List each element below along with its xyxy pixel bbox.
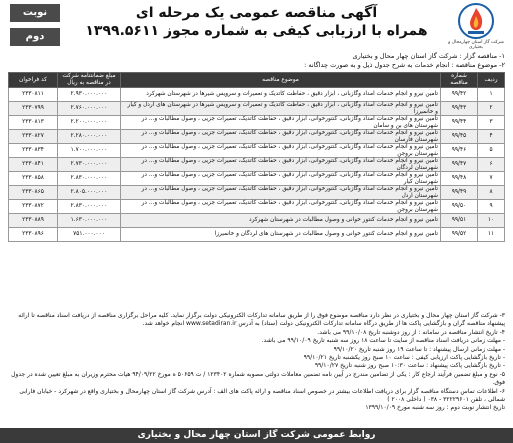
intro-line-1: ۱- مناقصه گزار : شرکت گاز استان چهار محال و بختیاری bbox=[352, 52, 505, 60]
company-logo bbox=[445, 2, 507, 50]
cell-number: ۹۹/۴۲ bbox=[441, 88, 478, 102]
cell-deposit: ۲.۷۶۰.۰۰۰.۰۰۰ bbox=[58, 102, 121, 116]
cell-subject: تامین نیرو و انجام خدمات امداد وگازبانی ، ابزار دقیق ، حفاظت کاتدیک و تعمیرات و سرویس شیرها در شهرستان های اردل و کیار و خانمیرزا bbox=[121, 102, 441, 116]
cell-code: ۲۳۳۰۸۱۱ bbox=[9, 88, 58, 102]
cell-subject: تامین نیرو و انجام خدمات امداد وگازبانی، کنتورخوانی، ابزار دقیق ، حفاظت کاتدیک، تعمیرات جزیی ، وصول مطالبات و... در شهرستان کیار bbox=[121, 172, 441, 186]
intro bbox=[8, 52, 505, 70]
cell-code: ۲۳۳۰۷۹۹ bbox=[9, 102, 58, 116]
cell-subject: تامین نیرو و انجام خدمات کنتور خوانی و وصول مطالبات در شهرستان های لردگان و خانمیرزا bbox=[121, 228, 441, 242]
title-line-2: همراه با ارزیابی کیفی به شماره مجوز ۱۳۹۹.۵۶۱۱ bbox=[85, 23, 428, 39]
table-body bbox=[9, 88, 505, 242]
cell-row: ۸ bbox=[478, 186, 505, 200]
cell-deposit: ۲.۸۳۰.۰۰۰.۰۰۰ bbox=[58, 200, 121, 214]
cell-deposit: ۲.۲۸۰.۰۰۰.۰۰۰ bbox=[58, 130, 121, 144]
cell-code: ۲۳۳۰۸۸۹ bbox=[9, 214, 58, 228]
col-header-deposit: مبلغ ضمانتنامه شرکت در مناقصه به ریال bbox=[58, 73, 121, 88]
col-header-row: ردیف bbox=[478, 73, 505, 88]
intro-line-2: ۲- موضوع مناقصه : انجام خدمات به شرح جدول ذیل و به صورت چداگانه : bbox=[304, 61, 505, 69]
table-row bbox=[9, 228, 505, 242]
cell-deposit: ۲.۹۳۰.۰۰۰.۰۰۰ bbox=[58, 88, 121, 102]
cell-code: ۲۳۳۰۸۲۷ bbox=[9, 130, 58, 144]
cell-code: ۲۳۳۰۸۱۳ bbox=[9, 116, 58, 130]
cell-code: ۲۳۳۰۸۶۵ bbox=[9, 186, 58, 200]
cell-subject: تامین نیرو و انجام خدمات امداد وگازبانی، کنتورخوانی، ابزار دقیق ، حفاظت کاتدیک، تعمیرات جزیی ، وصول مطالبات و... در شهرستان فارسان bbox=[121, 130, 441, 144]
col-header-subject: موضوع مناقصه bbox=[121, 73, 441, 88]
cell-number: ۹۹/۵۱ bbox=[441, 214, 478, 228]
cell-number: ۹۹/۴۳ bbox=[441, 102, 478, 116]
gas-flame-icon bbox=[457, 2, 495, 40]
cell-number: ۹۹/۵۲ bbox=[441, 228, 478, 242]
table-row bbox=[9, 144, 505, 158]
note-line: تاریخ انتشار نوبت دوم : روز سه شنبه مورخ ۱۳۹۹/۱۰/۰۹ bbox=[365, 404, 505, 412]
cell-subject: تامین نیرو و انجام خدمات امداد وگازبانی ، ابزار دقیق ، حفاظت کاتدیک و تعمیرات و سرویس شیرها در شهرستان شهرکرد bbox=[121, 88, 441, 102]
cell-deposit: ۱.۷۰۰.۰۰۰.۰۰۰ bbox=[58, 144, 121, 158]
note-line: ۳- شرکت گاز استان چهار محال و بختیاری در نظر دارد مناقصه موضوع فوق را از طریق سامانه تدارکات الکترونیکی دولت برگزار نماید. کلیه مراحل برگزاری مناقصه از دریافت اسناد مناقصه تا ارائه پیشنهاد مناقصه گران و بازگشایی پاکت ها از طریق درگاه سامانه تدارکات الکترونیکی دولت (ستاد) به آدرس www.setadiran.ir انجام خواهد شد. bbox=[18, 312, 505, 328]
cell-row: ۶ bbox=[478, 158, 505, 172]
cell-subject: تامین نیرو و انجام خدمات کنتور خوانی و وصول مطالبات در شهرستان شهرکرد bbox=[121, 214, 441, 228]
note-line: ۴- تاریخ انتشار مناقصه در سامانه : از روز دوشنبه تاریخ ۹۹/۱۰/۰۸ می باشد. bbox=[317, 328, 505, 336]
cell-number: ۹۹/۴۸ bbox=[441, 172, 478, 186]
cell-number: ۹۹/۴۵ bbox=[441, 130, 478, 144]
cell-deposit: ۲.۸۳۰.۰۰۰.۰۰۰ bbox=[58, 172, 121, 186]
cell-subject: تامین نیرو و انجام خدمات امداد وگازبانی، کنتورخوانی، ابزار دقیق ، حفاظت کاتدیک، تعمیرات جزیی ، وصول مطالبات و... در شهرستان لردگان bbox=[121, 158, 441, 172]
table-row bbox=[9, 172, 505, 186]
cell-code: ۲۳۳۰۸۵۸ bbox=[9, 172, 58, 186]
note-line: - تاریخ بازگشایی پاکت ارزیابی کیفی : ساعت ۱۰ صبح روز یکشنبه تاریخ ۹۹/۱۰/۲۱ bbox=[303, 354, 505, 362]
cell-subject: تامین نیرو و انجام خدمات امداد وگازبانی، کنتورخوانی، ابزار دقیق ، حفاظت کاتدیک، تعمیرات جزیی ، وصول مطالبات و... در شهرستان اردل bbox=[121, 186, 441, 200]
col-header-number: شماره مناقصه bbox=[441, 73, 478, 88]
cell-deposit: ۲.۸۰۵.۰۰۰.۰۰۰ bbox=[58, 186, 121, 200]
cell-code: ۲۳۳۰۸۷۲ bbox=[9, 200, 58, 214]
table-row bbox=[9, 158, 505, 172]
note-line: ۵- نوع و مبلغ تضمین فرآیند ارجاع کار : یکی از تضامین مندرج در آیین نامه تضمین معاملات دولتی مصوبه شماره ۱۲۳۴۰۲ / ت ۵۰۶۵۹ ه مورخ ۹۴/۰۹/۲۲ هیات محترم وزیران به مبلغ تعیین شده در جدول فوق. bbox=[11, 370, 505, 387]
note-line: - تاریخ بازگشایی پاکت پیشنهاد : ساعت ۱۰:۳۰ صبح روز شنبه تاریخ ۹۹/۱۰/۲۷ bbox=[314, 362, 505, 370]
table-row bbox=[9, 186, 505, 200]
round-badge-value: دوم bbox=[10, 28, 60, 46]
table-row bbox=[9, 88, 505, 102]
round-badge-label: نوبت bbox=[10, 4, 60, 22]
table-row bbox=[9, 200, 505, 214]
note-line: - مهلت زمانی ارسال پیشنهاد : تا ساعت ۱۹ روز شنبه تاریخ ۹۹/۱۰/۲۰ bbox=[333, 345, 505, 353]
logo-text: شرکت گاز استان چهارمحال و بختیاری bbox=[448, 40, 504, 50]
cell-deposit: ۲.۷۳۰.۰۰۰.۰۰۰ bbox=[58, 158, 121, 172]
note-line: - مهلت زمانی دریافت اسناد مناقصه از سایت تا ساعت ۱۸ روز سه شنبه تاریخ ۹۹/۱۰/۰۹ می باشد. bbox=[261, 337, 505, 345]
cell-deposit: ۷۵۱.۰۰۰.۰۰۰ bbox=[58, 228, 121, 242]
title-box bbox=[74, 4, 439, 40]
cell-number: ۹۹/۴۹ bbox=[441, 186, 478, 200]
table-header-row bbox=[9, 73, 505, 88]
cell-code: ۲۳۳۰۸۳۴ bbox=[9, 144, 58, 158]
cell-code: ۲۳۳۰۸۴۱ bbox=[9, 158, 58, 172]
table-row bbox=[9, 130, 505, 144]
table-row bbox=[9, 116, 505, 130]
header bbox=[4, 2, 509, 50]
cell-number: ۹۹/۴۴ bbox=[441, 116, 478, 130]
table-row bbox=[9, 214, 505, 228]
note-line: ۶- اطلاعات تماس دستگاه مناقصه گزار برای دریافت اطلاعات بیشتر در خصوص اسناد مناقصه و ارائه پاکت های الف : آدرس شرکت گاز استان چهارمحال و بختیاری واقع در شهرکرد - خیابان فارابی شمالی ، تلفن ۳۲۲۲۹۶۰۱ - ۰۳۸ ( داخلی ۲۰۰۸ ) bbox=[19, 387, 505, 404]
cell-code: ۲۳۳۰۸۹۶ bbox=[9, 228, 58, 242]
cell-row: ۵ bbox=[478, 144, 505, 158]
cell-row: ۱۱ bbox=[478, 228, 505, 242]
cell-number: ۹۹/۴۶ bbox=[441, 144, 478, 158]
cell-row: ۱۰ bbox=[478, 214, 505, 228]
title-line-1: آگهی مناقصه عمومی یک مرحله ای bbox=[135, 5, 378, 21]
cell-deposit: ۱.۶۳۰.۰۰۰.۰۰۰ bbox=[58, 214, 121, 228]
cell-number: ۹۹/۵۰ bbox=[441, 200, 478, 214]
notes bbox=[8, 312, 505, 413]
cell-row: ۱ bbox=[478, 88, 505, 102]
cell-number: ۹۹/۴۷ bbox=[441, 158, 478, 172]
cell-row: ۴ bbox=[478, 130, 505, 144]
cell-subject: تامین نیرو و انجام خدمات امداد وگازبانی، کنتورخوانی، ابزار دقیق ، حفاظت کاتدیک، تعمیرات جزیی ، وصول مطالبات و... در شهرستان بروجن bbox=[121, 144, 441, 158]
col-header-code: کد فراخوان bbox=[9, 73, 58, 88]
table-row bbox=[9, 102, 505, 116]
tender-table bbox=[8, 72, 505, 242]
cell-row: ۲ bbox=[478, 102, 505, 116]
footer: روابط عمومی شرکت گاز استان چهار محال و بختیاری bbox=[0, 428, 513, 443]
cell-subject: تامین نیرو و انجام خدمات امداد وگازبانی، کنتورخوانی، ابزار دقیق ، حفاظت کاتدیک، تعمیرات جزیی ، وصول مطالبات و... در شهرستان های بن و سامان bbox=[121, 116, 441, 130]
cell-row: ۷ bbox=[478, 172, 505, 186]
cell-row: ۳ bbox=[478, 116, 505, 130]
cell-deposit: ۲.۲۰۰.۰۰۰.۰۰۰ bbox=[58, 116, 121, 130]
cell-subject: تامین نیرو و انجام خدمات امداد وگازبانی، کنتورخوانی، ابزار دقیق ، حفاظت کاتدیک، تعمیرات جزیی ، وصول مطالبات و... در شهرستان بروجن bbox=[121, 200, 441, 214]
cell-row: ۹ bbox=[478, 200, 505, 214]
